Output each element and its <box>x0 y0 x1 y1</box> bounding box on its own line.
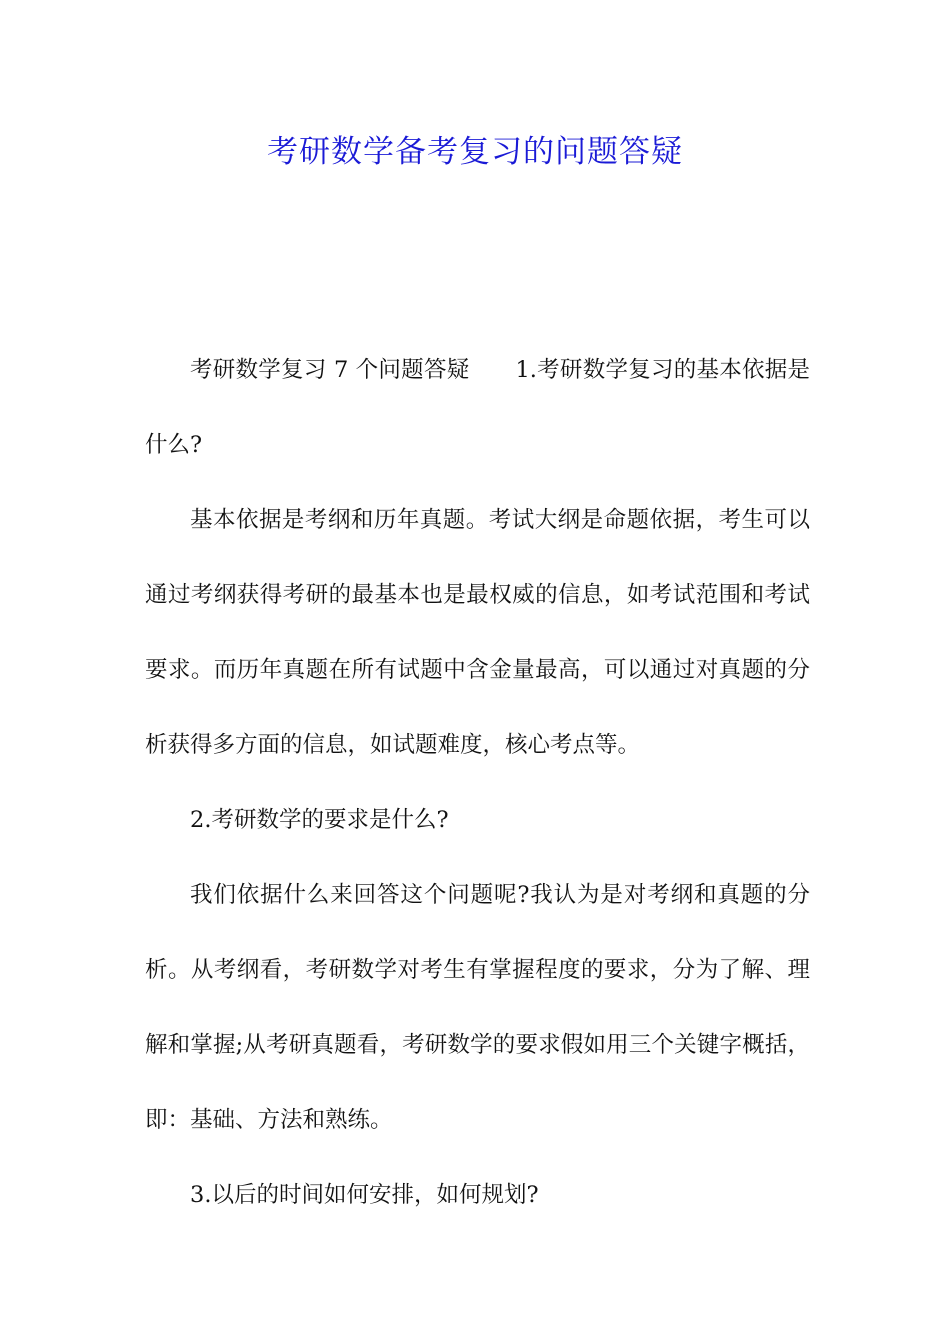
answer-2: 我们依据什么来回答这个问题呢?我认为是对考纲和真题的分析。从考纲看，考研数学对考生有掌握程度的要求，分为了解、理解和掌握;从考研真题看，考研数学的要求假如用三个关键字概括，即：基础、方法和熟练。 <box>145 882 810 1133</box>
answer-1: 基本依据是考纲和历年真题。考试大纲是命题依据，考生可以通过考纲获得考研的最基本也是最权威的信息，如考试范围和考试要求。而历年真题在所有试题中含金量最高，可以通过对真题的分析获得多方面的信息，如试题难度，核心考点等。 <box>145 507 810 758</box>
document-body <box>145 333 810 1233</box>
paragraph-intro <box>145 333 810 483</box>
intro-heading: 考研数学复习 7 个问题答疑 <box>190 357 470 383</box>
question-2: 2.考研数学的要求是什么? <box>190 807 449 833</box>
document-title: 考研数学备考复习的问题答疑 <box>267 134 683 170</box>
question-3: 3.以后的时间如何安排，如何规划? <box>190 1182 539 1208</box>
question-1: 1.考研数学复习的基本依据是什么? <box>145 357 810 458</box>
